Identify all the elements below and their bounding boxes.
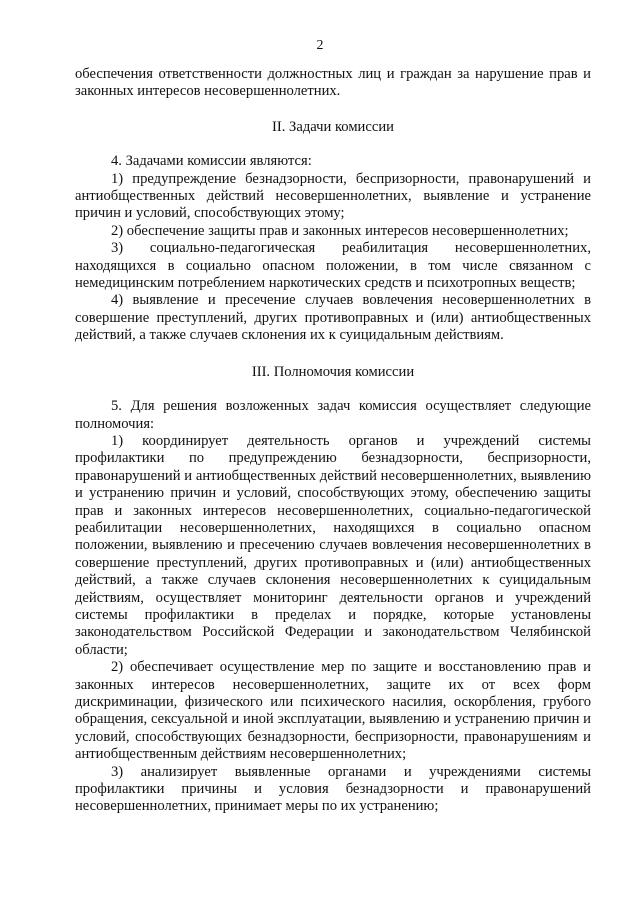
paragraph-task-3: 3) социально-педагогическая реабилитация несовершеннолетних, находящихся в социально опасном положении, в том числе связанном с немедицинским потреблением наркотических средств и психотропных веществ;: [75, 240, 591, 292]
section-heading-powers: III. Полномочия комиссии: [251, 363, 415, 380]
paragraph-task-4: 4) выявление и пресечение случаев вовлечения несовершеннолетних в совершение преступлений, других противоправных и (или) антиобщественных действий, а также случаев склонения их к суицидальным действиям.: [75, 292, 591, 344]
page-number: 2: [316, 38, 324, 53]
section-heading-tasks: II. Задачи комиссии: [272, 118, 394, 135]
paragraph-task-2: 2) обеспечение защиты прав и законных интересов несовершеннолетних;: [111, 222, 569, 239]
paragraph-power-3: 3) анализирует выявленные органами и учреждениями системы профилактики причины и условия безнадзорности и правонарушений несовершеннолетних, принимает меры по их устранению;: [75, 763, 591, 815]
paragraph-powers-intro: 5. Для решения возложенных задач комиссия осуществляет следующие полномочия:: [75, 398, 591, 432]
paragraph-power-2: 2) обеспечивает осуществление мер по защите и восстановлению прав и законных интересов несовершеннолетних, защите их от всех форм дискриминации, физического или психического насилия, оскорбления, грубого обращения, сексуальной и иной эксплуатации, выявлению и устранению причин и условий, способствующих безнадзорности, беспризорности, правонарушениям и антиобщественным действиям несовершеннолетних;: [75, 659, 591, 763]
document-body: [75, 66, 591, 816]
paragraph-task-1: 1) предупреждение безнадзорности, беспризорности, правонарушений и антиобщественных действий несовершеннолетних, выявление и устранение причин и условий, способствующих этому;: [75, 170, 591, 222]
paragraph-tasks-intro: 4. Задачами комиссии являются:: [111, 153, 312, 170]
paragraph-power-1: 1) координирует деятельность органов и учреждений системы профилактики по предупреждению безнадзорности, беспризорности, правонарушений и антиобщественных действий несовершеннолетних, выявлению и устранению причин и условий, способствующих этому, обеспечению защиты прав и законных интересов несовершеннолетних, социально-педагогической реабилитации несовершеннолетних, находящихся в социально опасном положении, выявлению и пресечению случаев вовлечения несовершеннолетних в совершение преступлений, других противоправных и (или) антиобщественных действий, а также случаев склонения несовершеннолетних к суицидальным действиям, осуществляет мониторинг деятельности органов и учреждений системы профилактики в пределах и порядке, которые установлены законодательством Российской Федерации и законодательством Челябинской области;: [75, 432, 591, 658]
intro-continuation: обеспечения ответственности должностных лиц и граждан за нарушение прав и законных интересов несовершеннолетних.: [75, 66, 591, 100]
